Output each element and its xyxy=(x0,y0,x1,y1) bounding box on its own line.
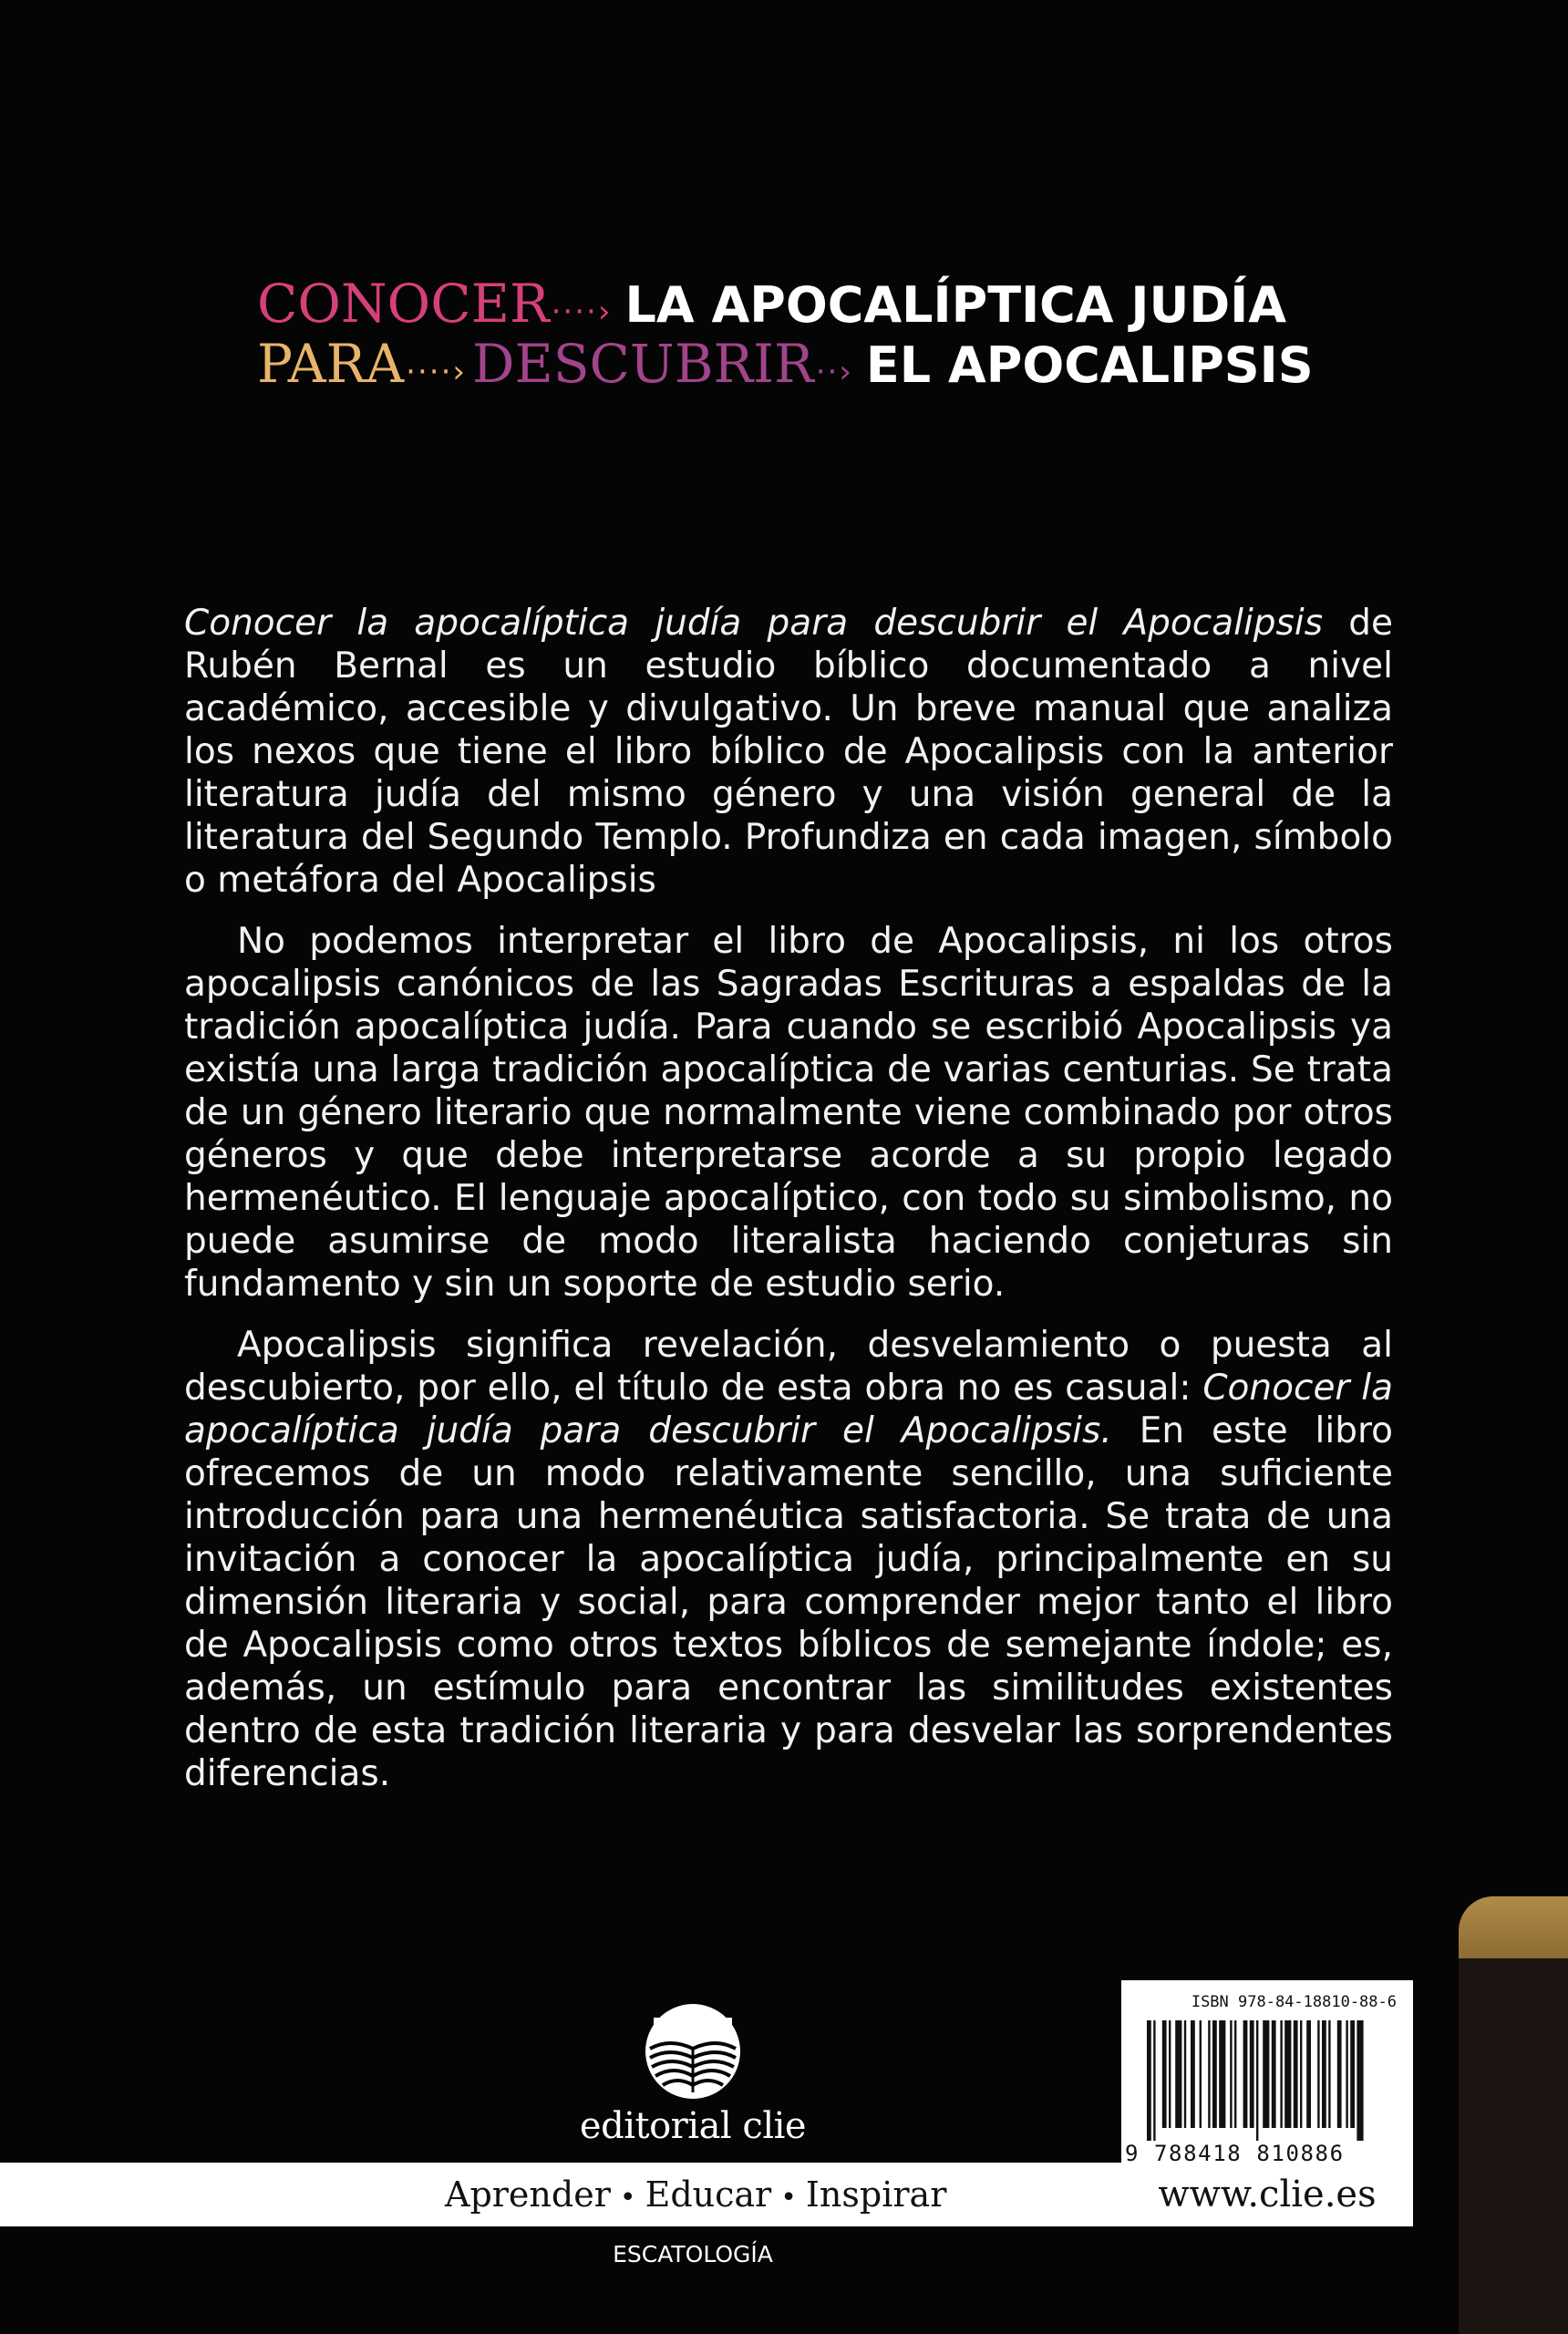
cover-title xyxy=(257,274,1333,394)
spine-gold-band xyxy=(1459,1896,1568,1958)
title-line-2 xyxy=(257,334,1333,394)
title-line-1 xyxy=(257,274,1333,334)
open-book-logo-icon xyxy=(643,2001,743,2102)
barcode-icon xyxy=(1121,2020,1413,2141)
title-bold-2: EL APOCALIPSIS xyxy=(865,336,1314,394)
publisher-logo xyxy=(547,2001,839,2147)
category-label: ESCATOLOGÍA xyxy=(613,2241,773,2267)
title-bold-1: LA APOCALÍPTICA JUDÍA xyxy=(624,276,1287,334)
paragraph-text: Apocalipsis significa revelación, desvelamiento o puesta al descubierto, por ello, el título de esta obra no es casual: xyxy=(184,1325,1393,1409)
barcode xyxy=(1121,1980,1413,2166)
tagline-word: Educar xyxy=(645,2174,772,2215)
title-arrow: ····› xyxy=(406,354,467,390)
paragraph-text: En este libro ofrecemos de un modo relativamente sencillo, una suficiente introducción para una hermenéutica satisfactoria. Se trata de una invitación a conocer la apocalíptica judía, principalmente en su dimensión literaria y social, para comprender mejor tanto el libro de Apocalipsis como otros textos bíblicos de semejante índole; es, además, un estímulo para encontrar las similitudes existentes dentro de esta tradición literaria y para desvelar las sorprendentes diferencias. xyxy=(184,1410,1393,1794)
back-cover-description xyxy=(184,602,1393,1813)
title-word-conocer: CONOCER xyxy=(257,273,550,335)
tagline-separator: • xyxy=(780,2182,797,2214)
barcode-digits: 788418 810886 xyxy=(1154,2141,1345,2166)
tagline-word: Aprender xyxy=(445,2174,611,2215)
book-title-italic: Conocer la apocalíptica judía para descubrir el Apocalipsis xyxy=(184,603,1324,644)
tagline-separator: • xyxy=(619,2182,636,2214)
paragraph-3 xyxy=(184,1324,1393,1795)
paragraph-2: No podemos interpretar el libro de Apocalipsis, ni los otros apocalipsis canónicos de las Sagradas Escrituras a espaldas de la tradición apocalíptica judía. Para cuando se escribió Apocalipsis ya existía una larga tradición apocalíptica de varias centurias. Se trata de un género literario que normalmente viene combinado por otros géneros y que debe interpretarse acorde a su propio legado hermenéutico. El lenguaje apocalíptico, con todo su simbolismo, no puede asumirse de modo literalista haciendo conjeturas sin fundamento y sin un soporte de estudio serio. xyxy=(184,921,1393,1305)
publisher-tagline xyxy=(445,2170,946,2223)
title-arrow: ··› xyxy=(815,354,853,390)
spine-edge xyxy=(1459,1896,1568,2334)
book-title-italic: Conocer la apocalíptica judía para descubrir el Apocalipsis. xyxy=(184,1368,1393,1451)
publisher-website: www.clie.es xyxy=(1158,2174,1377,2215)
paragraph-1 xyxy=(184,602,1393,902)
title-word-para: PARA xyxy=(257,333,405,395)
paragraph-text: de Rubén Bernal es un estudio bíblico documentado a nivel académico, accesible y divulgativo. Un breve manual que analiza los nexos que tiene el libro bíblico de Apocalipsis con la anterior literatura judía del mismo género y una visión general de la literatura del Segundo Templo. Profundiza en cada imagen, símbolo o metáfora del Apocalipsis xyxy=(184,603,1393,901)
title-word-descubrir: DESCUBRIR xyxy=(471,333,814,395)
tagline-word: Inspirar xyxy=(805,2174,947,2215)
barcode-digit-first: 9 xyxy=(1125,2141,1140,2166)
isbn-label: ISBN 978-84-18810-88-6 xyxy=(1191,1993,1397,2011)
title-arrow: ····› xyxy=(551,294,613,330)
publisher-name: editorial clie xyxy=(579,2105,807,2147)
